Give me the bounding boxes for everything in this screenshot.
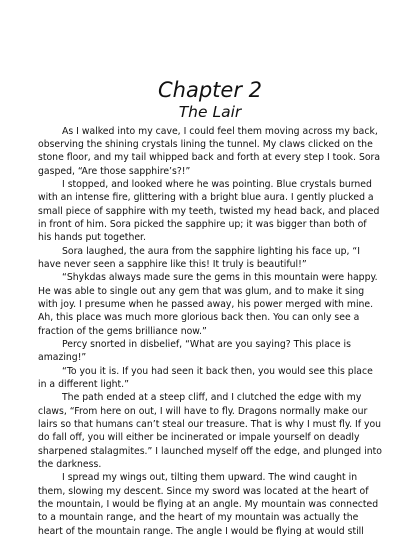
text-line: in front of him. Sora picked the sapphire up; it was bigger than both of xyxy=(38,218,367,230)
text-line: them, slowing my descent. Since my sword was located at the heart of xyxy=(38,485,369,497)
text-line: stone floor, and my tail whipped back and forth at every step I took. Sora xyxy=(38,152,381,164)
text-line: sharpened stalagmites.” I launched myself off the edge, and plunged into xyxy=(38,445,382,457)
paragraph xyxy=(38,391,385,471)
text-line: to a mountain range, and the heart of my mountain was actually the xyxy=(38,512,359,524)
text-line: the mountain, I would be flying at an angle. My mountain was connected xyxy=(38,499,379,511)
chapter-title: Chapter 2 xyxy=(158,78,262,102)
paragraph xyxy=(38,178,385,245)
text-line: heart of the mountain range. The angle I would be flying at would still xyxy=(38,525,364,537)
text-line: his hands put together. xyxy=(38,232,146,244)
text-line: He was able to single out any gem that was glum, and to make it sing xyxy=(38,285,365,297)
text-line: The path ended at a steep cliff, and I clutched the edge with my xyxy=(62,392,362,404)
text-line: do fall off, you will either be incinerated or impale yourself on deadly xyxy=(38,432,360,444)
text-line: Percy snorted in disbelief, “What are you saying? This place is xyxy=(62,339,351,350)
text-line: gasped, “Are those sapphire’s?!” xyxy=(38,165,191,177)
text-line: with an intense fire, glittering with a bright blue aura. I gently plucked a xyxy=(38,192,374,204)
text-line: I stopped, and looked where he was pointing. Blue crystals burned xyxy=(62,178,372,190)
text-line: I spread my wings out, tilting them upward. The wind caught in xyxy=(62,472,358,484)
chapter-body-text xyxy=(38,125,385,539)
text-line: have never seen a sapphire like this! It truly is beautiful!” xyxy=(38,258,307,270)
paragraph xyxy=(38,365,385,392)
text-line: fraction of the gems brilliance now.” xyxy=(38,325,207,337)
paragraph xyxy=(38,245,385,272)
text-line: Ah, this place was much more glorious back then. You can only see a xyxy=(38,312,360,324)
text-line: small piece of sapphire with my teeth, twisted my head back, and placed xyxy=(38,205,380,217)
paragraph xyxy=(38,125,385,178)
paragraph xyxy=(38,338,385,365)
text-line: the darkness. xyxy=(38,459,102,471)
text-line: As I walked into my cave, I could feel them moving across my back, xyxy=(62,125,378,137)
text-line: claws, “From here on out, I will have to fly. Dragons normally make our xyxy=(38,405,368,417)
paragraph xyxy=(38,271,385,338)
text-line: observing the shining crystals lining the tunnel. My claws clicked on the xyxy=(38,138,373,150)
text-line: lairs so that humans can’t steal our treasure. That is why I must fly. If you xyxy=(38,419,382,431)
chapter-subtitle: The Lair xyxy=(178,103,242,121)
text-line: Sora laughed, the aura from the sapphire lighting his face up, “I xyxy=(62,245,360,257)
text-line: “To you it is. If you had seen it back then, you would see this place xyxy=(62,365,373,377)
text-line: amazing!” xyxy=(38,352,87,364)
text-line: in a different light.” xyxy=(38,379,129,391)
text-line: with joy. I presume when he passed away, his power merged with mine. xyxy=(38,298,374,310)
paragraph xyxy=(38,471,385,538)
text-line: “Shykdas always made sure the gems in this mountain were happy. xyxy=(62,272,378,284)
chapter-heading xyxy=(0,80,420,125)
